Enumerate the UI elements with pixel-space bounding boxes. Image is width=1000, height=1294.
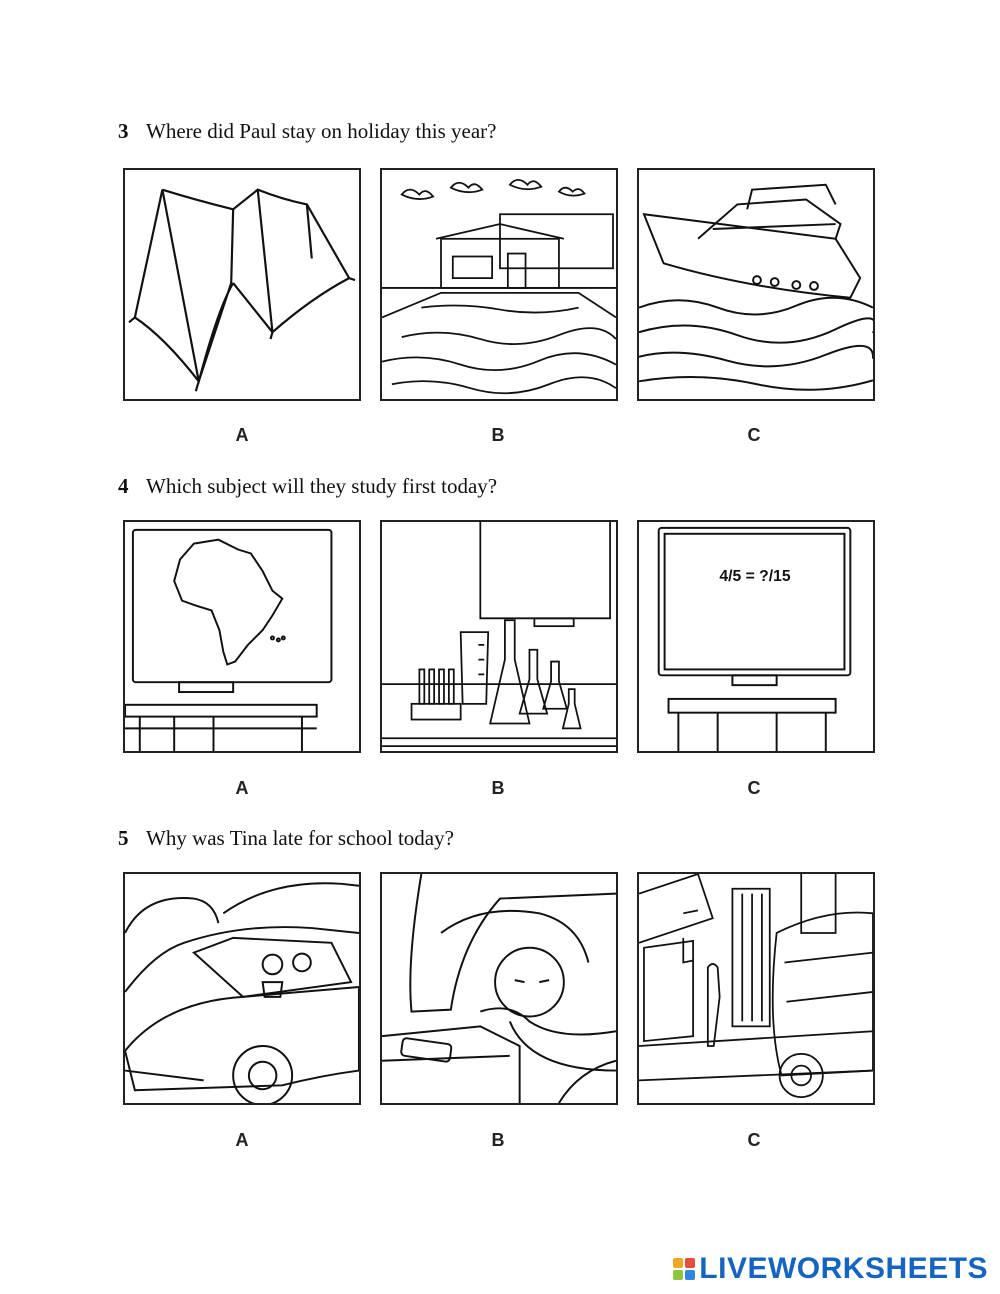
picture-3b-house-pool[interactable]: [380, 168, 618, 401]
option-label-4b: B: [491, 778, 505, 798]
picture-5b-sleeping[interactable]: [380, 872, 618, 1105]
question-text: Which subject will they study first today?: [146, 474, 498, 498]
question-number: 5: [118, 826, 129, 850]
picture-3a-tents[interactable]: [123, 168, 361, 401]
liveworksheets-logo: [673, 1252, 988, 1286]
picture-3c-boat[interactable]: [637, 168, 875, 401]
option-label-5b: B: [491, 1130, 505, 1150]
picture-4c-fraction-screen[interactable]: [637, 520, 875, 753]
question-text: Where did Paul stay on holiday this year?: [146, 119, 497, 143]
option-label-4c: C: [747, 778, 761, 798]
option-label-5a: A: [235, 1130, 249, 1150]
option-label-3c: C: [747, 425, 761, 445]
screen-equation: 4/5 = ?/15: [719, 567, 791, 585]
question-number: 3: [118, 119, 129, 143]
brand-name: LIVEWORKSHEETS: [699, 1252, 988, 1285]
option-label-3a: A: [235, 425, 249, 445]
question-5: [118, 825, 454, 851]
question-text: Why was Tina late for school today?: [146, 826, 454, 850]
option-label-3b: B: [491, 425, 505, 445]
picture-4b-science-lab[interactable]: [380, 520, 618, 753]
option-label-5c: C: [747, 1130, 761, 1150]
logo-squares-icon: [673, 1258, 695, 1280]
question-number: 4: [118, 474, 129, 498]
question-3: [118, 118, 497, 144]
picture-4a-map-africa[interactable]: [123, 520, 361, 753]
picture-5c-bus-stop[interactable]: [637, 872, 875, 1105]
question-4: [118, 473, 497, 499]
option-label-4a: A: [235, 778, 249, 798]
picture-5a-traffic[interactable]: [123, 872, 361, 1105]
